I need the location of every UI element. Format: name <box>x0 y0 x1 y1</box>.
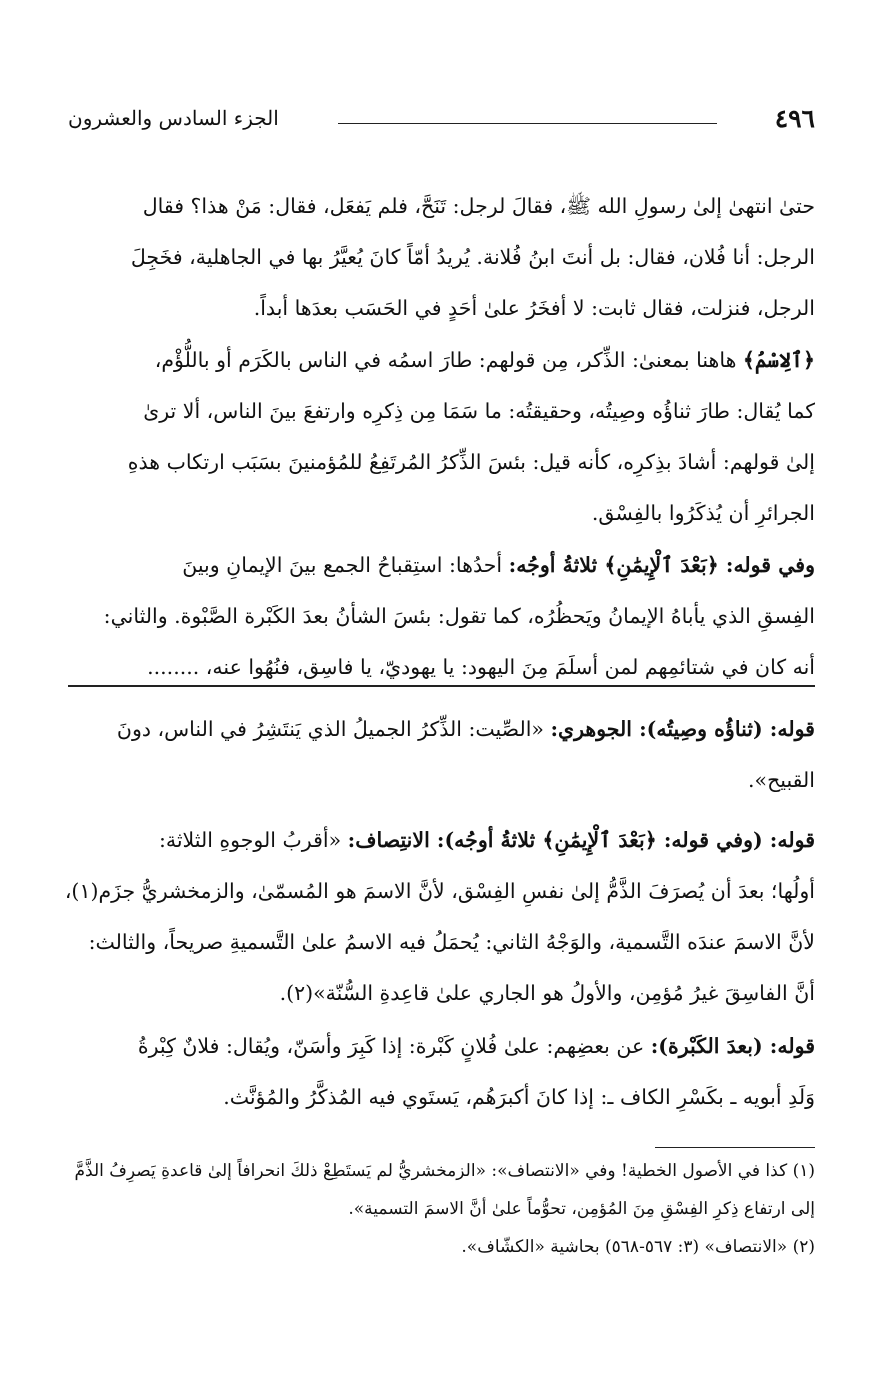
running-title: الجزء السادس والعشرون <box>68 106 279 130</box>
paragraph-1 <box>68 181 815 334</box>
text-line: حتىٰ انتهىٰ إلىٰ رسولِ الله ﷺ، فقالَ لرجل: تَنَحَّ، فلم يَفعَل، فقال: مَنْ هذا؟ فقال <box>142 194 815 218</box>
text-line: كما يُقال: طارَ ثناؤُه وصِيتُه، وحقيقتُه: ما سَمَا مِن ذِكرِه وارتفعَ بينَ الناس، ألا ترىٰ <box>143 399 815 423</box>
text-line <box>68 815 815 866</box>
text-line: القبيح». <box>748 768 815 792</box>
text-line: أنَّ الفاسِقَ غيرُ مُؤمِن، والأولُ هو الجاري علىٰ قاعِدةِ السُّنّة»(٢). <box>279 981 815 1005</box>
text-line: الرجل، فنزلت، فقال ثابت: لا أفخَرُ علىٰ أحَدٍ في الحَسَب بعدَها أبداً. <box>253 296 815 320</box>
text-line: الفِسقِ الذي يأباهُ الإيمانُ ويَحظُرُه، كما تقول: بئسَ الشأنُ بعدَ الكَبْرة الصَّبْوة. والثاني: <box>103 604 815 628</box>
text-line: لأنَّ الاسمَ عندَه التَّسمية، والوَجْهُ الثاني: يُحمَلُ فيه الاسمُ علىٰ التَّسميةِ صريحاً، والثالث: <box>88 930 815 954</box>
line-rest: «أقربُ الوجوهِ الثلاثة: <box>158 828 348 852</box>
line-rest: هاهنا بمعنىٰ: الذِّكر، مِن قولهم: طارَ اسمُه في الناس بالكَرَم أو باللُّؤْم، <box>154 348 743 372</box>
text-line: أولُها؛ بعدَ أن يُصرَفَ الذَّمُّ إلىٰ نفسِ الفِسْق، لأنَّ الاسمَ هو المُسمّىٰ، والزمخشريُّ جزَم(١)، <box>64 879 815 903</box>
paragraph-2 <box>68 335 815 539</box>
text-line: الجرائرِ أن يُذكَرُوا بالفِسْق. <box>591 501 815 525</box>
commentary-label: قوله: (وفي قوله: ﴿بَعْدَ ٱلْإِيمَٰنِ﴾ ثلاثةُ أوجُه): الانتِصاف: <box>347 828 815 852</box>
text-line <box>68 1021 815 1072</box>
commentary-3 <box>68 1021 815 1123</box>
commentary-label: قوله: (ثناؤُه وصِيتُه): الجوهري: <box>550 717 815 741</box>
main-text-divider <box>68 685 815 687</box>
footnotes <box>68 1152 815 1266</box>
commentary-label: قوله: (بعدَ الكَبْرة): <box>650 1034 815 1058</box>
quranic-term: ﴿ٱلِاسْمُ﴾ <box>742 348 815 372</box>
footnote-divider <box>655 1147 815 1148</box>
footnote-line: (١) كذا في الأصول الخطية! وفي «الانتصاف»: «الزمخشريُّ لم يَستَطِعْ ذلكَ انحرافاً إلىٰ قاعدةِ يَصرِفُ الذَّمَّ <box>74 1161 815 1181</box>
quranic-term: وفي قوله: ﴿بَعْدَ ٱلْإِيمَٰنِ﴾ ثلاثةُ أوجُه: <box>508 553 815 577</box>
text-line <box>68 540 815 591</box>
text-line: إلىٰ قولهم: أشادَ بذِكرِه، كأنه قيل: بئسَ الذِّكرُ المُرتَفِعُ للمُؤمنينَ بسَبَب ارتكاب هذهِ <box>127 450 815 474</box>
text-line <box>68 704 815 755</box>
commentary-2 <box>64 815 815 1019</box>
line-rest: أحدُها: استِقباحُ الجمع بينَ الإيمانِ وبينَ <box>182 553 509 577</box>
commentary-1 <box>68 704 815 806</box>
paragraph-3 <box>68 540 815 693</box>
line-rest: عن بعضِهم: علىٰ فُلانٍ كَبْرة: إذا كَبِرَ وأسَنّ، ويُقال: فلانٌ كِبْرةُ <box>137 1034 651 1058</box>
footnote-line: (٢) «الانتصاف» (٣: ٥٦٧-٥٦٨) بحاشية «الكشّاف». <box>461 1237 815 1257</box>
running-header <box>68 104 815 144</box>
header-rule <box>338 123 717 124</box>
text-line: وَلَدِ أبويه ـ بكَسْرِ الكاف ـ: إذا كانَ أكبرَهُم، يَستَوي فيه المُذكَّرُ والمُؤنَّث. <box>223 1085 815 1109</box>
text-line: الرجل: أنا فُلان، فقال: بل أنتَ ابنُ فُلانة. يُريدُ أمّاً كانَ يُعيَّرُ بها في الجاهلية، فخَجِلَ <box>130 245 815 269</box>
footnote-line: إلى ارتفاع ذِكرِ الفِسْقِ مِنَ المُؤمِن، تحوُّماً علىٰ أنَّ الاسمَ التسمية». <box>348 1199 815 1219</box>
text-line <box>68 335 815 386</box>
line-rest: «الصِّيت: الذِّكرُ الجميلُ الذي يَنتَشِرُ في الناس، دونَ <box>116 717 551 741</box>
page-number: ٤٩٦ <box>774 104 815 133</box>
text-line: أنه كان في شتائمِهم لمن أسلَمَ مِنَ اليهود: يا يهوديّ، يا فاسِق، فنُهُوا عنه، ........ <box>147 655 815 679</box>
